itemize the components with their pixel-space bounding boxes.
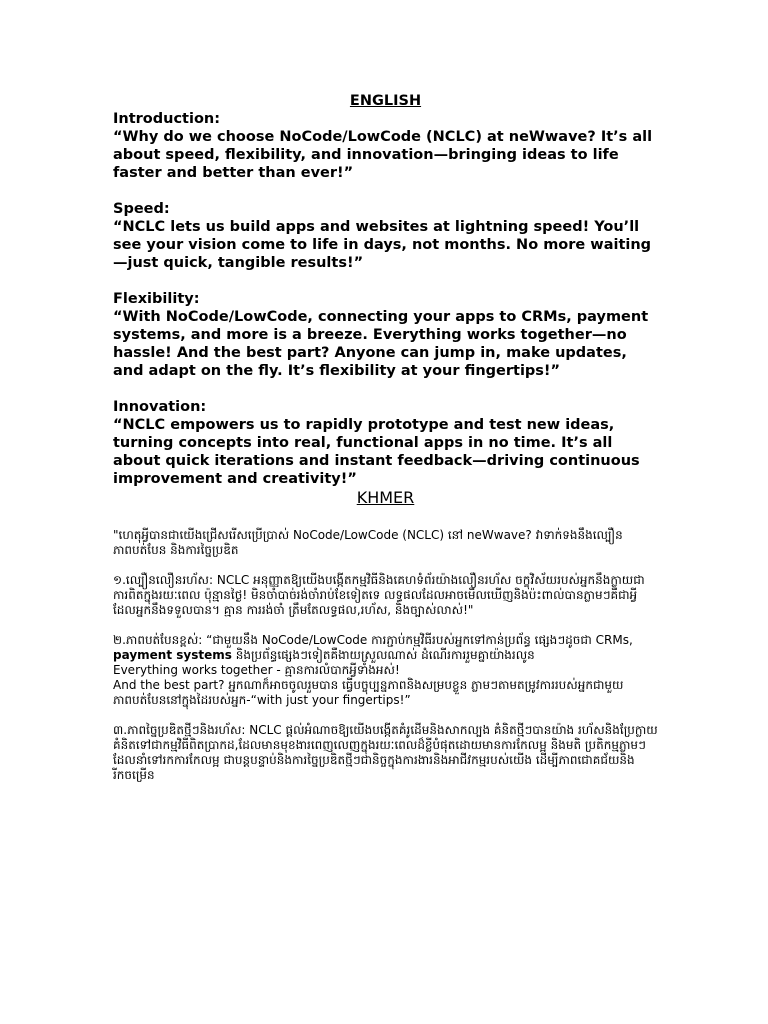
innovation-body: “NCLC empowers us to rapidly prototype and test new ideas, turning concepts into real, functional apps in no time. It’s all about quick iterations and instant feedback—driving continuous improvement and creativity!” (113, 417, 640, 487)
intro-heading: Introduction: (113, 111, 221, 127)
khmer-heading: KHMER (356, 488, 415, 507)
khmer-flex-payment-systems: payment systems (113, 648, 232, 662)
khmer-innovation-text: ៣.ភាពច្នៃប្រឌិតថ្មីៗនិងរហ័ស: NCLC ផ្តល់អំណាចឱ្យយើងបង្កើតគំរូដើមនិងសាកល្បង គំនិតថ្មីៗបានយ៉ាង រហ័សនិងប្រែក្លាយគំនិតទៅជាកម្មវិធីពិតប្រាកដ,ដែលមានមុខងារពេញលេញក្នុងរយៈពេលដ៏ខ្លីបំផុតដោយមានការកែលម្អ និងមតិ ប្រតិកម្មភ្លាមៗ ដែលនាំទៅរកការកែលម្អ ជាបន្តបន្ទាប់និងការច្នៃប្រឌិតថ្មីៗជានិច្ចក្នុងការងារនិងអាជីវកម្មរបស់យើង ដើម្បីភាពជោគជ័យនិងរីកចម្រើន (113, 723, 658, 782)
khmer-speed-text: ១.ល្បឿនលឿនរហ័ស: NCLC អនុញ្ញាតឱ្យយើងបង្កើតកម្មវិធីនិងគេហទំព័រយ៉ាងលឿនរហ័ស ចក្ខុវិស័យរបស់អ្នកនឹងក្លាយជាការពិតក្នុងរយៈពេល ប៉ុន្មានថ្ងៃ! មិនចាំបាច់រង់ចាំរាប់ខែទៀតទេ លទ្ធផលដែលអាចមើលឃើញនិងប៉ះពាល់បានភ្លាមៗគឺជាអ្វីដែលអ្នកនឹងទទួលបាន។ គ្មាន ការរង់ចាំ ត្រឹមតែលទ្ធផល,រហ័ស, និងច្បាស់លាស់!" (113, 573, 645, 617)
innovation-heading: Innovation: (113, 399, 207, 415)
khmer-flex-line-1b: និងប្រព័ន្ធផ្សេងៗទៀតគឺងាយស្រួលណាស់ ដំណើរការរួមគ្នាយ៉ាងរលូន (235, 648, 535, 662)
flexibility-body: “With NoCode/LowCode, connecting your apps to CRMs, payment systems, and more is a breeze. Everything works together—no hassle! And the best part? Anyone can jump in, make updates, and adapt on the fly. It’s flexibility at your fingertips!” (113, 309, 649, 379)
document-page (113, 92, 658, 798)
innovation-section (113, 398, 658, 488)
speed-section (113, 200, 658, 272)
english-heading: ENGLISH (349, 93, 422, 109)
intro-section (113, 110, 658, 182)
flexibility-section (113, 290, 658, 380)
khmer-intro-text: "ហេតុអ្វីបានជាយើងជ្រើសរើសប្រើប្រាស់ NoCode/LowCode (NCLC) នៅ neWwave? វាទាក់ទងនឹងល្បឿន ភាពបត់បែន និងការច្នៃប្រឌិត (113, 528, 623, 557)
speed-heading: Speed: (113, 201, 170, 217)
khmer-speed (113, 573, 658, 618)
khmer-flex-line-2: Everything works together - គ្មានការលំបាកអ្វីទាំងអស់! (113, 663, 400, 677)
intro-body: “Why do we choose NoCode/LowCode (NCLC) at neWwave? It’s all about speed, flexibility, and innovation—bringing ideas to life faster and better than ever!” (113, 129, 653, 181)
khmer-flexibility (113, 633, 658, 708)
khmer-flex-line-1a: ២.ភាពបត់បែនខ្ពស់: “ជាមួយនឹង NoCode/LowCode ការភ្ជាប់កម្មវិធីរបស់អ្នកទៅកាន់ប្រព័ន្ធ ផ្សេងៗដូចជា CRMs, (113, 633, 633, 647)
khmer-innovation (113, 723, 658, 783)
khmer-intro (113, 528, 658, 558)
flexibility-heading: Flexibility: (113, 291, 200, 307)
khmer-flex-line-3: And the best part? អ្នកណាក៏អាចចូលរួមបាន ធ្វើបច្ចុប្បន្នភាពនិងសម្របខ្លួន ភ្លាមៗតាមតម្រូវការរបស់អ្នកជាមួយ ភាពបត់បែននៅក្នុងដៃរបស់អ្នក-“with just your fingertips!” (113, 678, 624, 707)
speed-body: “NCLC lets us build apps and websites at lightning speed! You’ll see your vision come to life in days, not months. No more waiting—just quick, tangible results!” (113, 219, 652, 271)
khmer-flex-line-1 (113, 633, 658, 663)
